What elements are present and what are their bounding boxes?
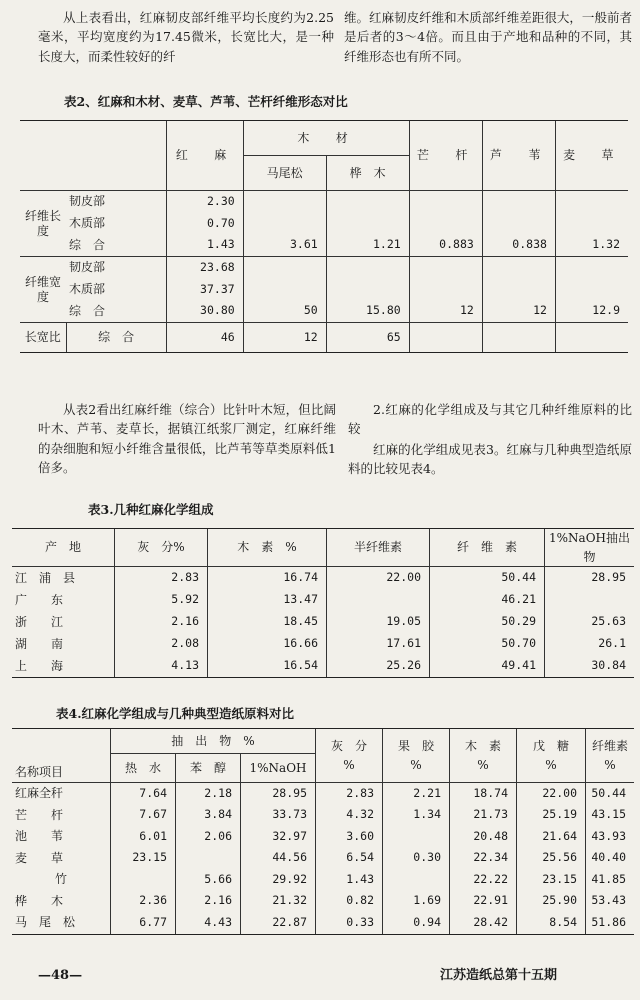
t4-cell: 6.54 <box>316 848 383 870</box>
t2-ratio-label: 长宽比 <box>20 323 66 353</box>
t4-cell: 51.86 <box>586 912 635 934</box>
t2-header-maicao: 麦 草 <box>555 121 628 191</box>
t4-cell: 1.43 <box>316 869 383 891</box>
t3-cell: 28.95 <box>545 567 635 590</box>
t3-cell: 25.26 <box>327 655 430 678</box>
t3-cell: 13.47 <box>208 589 327 611</box>
t4-cell: 29.92 <box>241 869 316 891</box>
t4-cell: 22.87 <box>241 912 316 934</box>
t4-cell: 50.44 <box>586 783 635 805</box>
t3-cell <box>545 589 635 611</box>
t4-cell: 21.64 <box>517 826 586 848</box>
t4-cell: 7.64 <box>111 783 176 805</box>
t2-length-hua: 1.21 <box>326 235 409 257</box>
t2-length-mu: 0.70 <box>166 213 243 235</box>
table2-caption: 表2、红麻和木材、麦草、芦苇、芒杆纤维形态对比 <box>64 94 348 109</box>
t3-cell: 上 海 <box>12 655 115 678</box>
t4-header-cellulose: 纤维素 % <box>586 729 635 783</box>
t2-length-luwei: 0.838 <box>482 235 555 257</box>
t2-ratio-zong: 46 <box>166 323 243 353</box>
t3-cell: 2.16 <box>115 611 208 633</box>
t2-width-zong: 30.80 <box>166 301 243 323</box>
table-row <box>12 826 634 848</box>
table2 <box>20 120 628 353</box>
t4-cell: 43.15 <box>586 805 635 827</box>
t2-header-maweisong: 马尾松 <box>243 156 326 191</box>
t4-cell: 马 尾 松 <box>12 912 111 934</box>
t4-cell: 2.16 <box>176 891 241 913</box>
t4-cell: 33.73 <box>241 805 316 827</box>
t4-cell: 2.18 <box>176 783 241 805</box>
t2-sub-mu-2: 木质部 <box>69 282 106 297</box>
t4-cell: 3.60 <box>316 826 383 848</box>
table-row <box>12 633 634 655</box>
t4-cell: 23.15 <box>517 869 586 891</box>
t4-cell: 0.82 <box>316 891 383 913</box>
t2-header-manggan: 芒 杆 <box>409 121 482 191</box>
t3-cell: 2.08 <box>115 633 208 655</box>
t3-cell: 22.00 <box>327 567 430 590</box>
t4-cell: 40.40 <box>586 848 635 870</box>
t3-cell: 16.54 <box>208 655 327 678</box>
t4-cell: 芒 杆 <box>15 807 64 822</box>
t2-sub-ren-2: 韧皮部 <box>66 257 166 279</box>
t2-header-mucai: 木 材 <box>243 121 409 156</box>
table-row <box>12 567 634 590</box>
t4-cell: 6.01 <box>111 826 176 848</box>
table-row <box>12 912 634 934</box>
t4-cell: 21.73 <box>450 805 517 827</box>
t4-cell: 2.21 <box>383 783 450 805</box>
table3-caption: 表3.几种红麻化学组成 <box>88 502 214 517</box>
t4-name-label: 名称项目 <box>12 754 111 783</box>
t3-header-2: 木 素 % <box>208 529 327 567</box>
t3-cell: 50.44 <box>430 567 545 590</box>
t4-cell: 0.33 <box>316 912 383 934</box>
t4-cell: 43.93 <box>586 826 635 848</box>
t4-cell: 25.90 <box>517 891 586 913</box>
t3-cell: 江 浦 县 <box>15 570 76 585</box>
t4-header-lignin: 木 素 % <box>450 729 517 783</box>
t4-cell: 3.84 <box>176 805 241 827</box>
t3-header-1: 灰 分% <box>115 529 208 567</box>
t4-cell: 红麻全秆 <box>15 786 64 801</box>
t3-cell: 19.05 <box>327 611 430 633</box>
para2-left-text: 从表2看出红麻纤维（综合）比针叶木短，但比阔叶木、芦苇、麦草长，据镇江纸浆厂测定，红麻纤维的杂细胞和短小纤维含量很低，比芦苇等草类原料低1倍多。 <box>38 402 336 476</box>
table-row <box>12 891 634 913</box>
t4-cell: 41.85 <box>586 869 635 891</box>
t4-cell: 22.91 <box>450 891 517 913</box>
t3-cell: 50.29 <box>430 611 545 633</box>
intro-right-text: 维。红麻韧皮纤维和木质部纤维差距很大，一般前者是后者的3～4倍。而且由于产地和品种的不同，其纤维形态也有所不同。 <box>344 10 632 64</box>
t4-cell: 5.66 <box>176 869 241 891</box>
t2-header-hua: 桦 木 <box>326 156 409 191</box>
t4-cell: 23.15 <box>111 848 176 870</box>
t3-cell: 16.66 <box>208 633 327 655</box>
t4-sub-header-0: 热 水 <box>111 754 176 783</box>
t4-cell: 28.42 <box>450 912 517 934</box>
t4-cell: 4.32 <box>316 805 383 827</box>
t3-cell: 5.92 <box>115 589 208 611</box>
t4-cell: 池 苇 <box>15 829 64 844</box>
t4-sub-header-2: 1%NaOH <box>241 754 316 783</box>
t4-cell: 桦 木 <box>15 893 64 908</box>
t4-extract-header: 抽 出 物 % <box>111 729 316 754</box>
t3-header-0: 产 地 <box>12 529 115 567</box>
table-row <box>12 589 634 611</box>
t2-width-maicao: 12.9 <box>555 301 628 323</box>
t3-cell: 17.61 <box>327 633 430 655</box>
t4-cell <box>383 869 450 891</box>
t4-cell: 18.74 <box>450 783 517 805</box>
t2-ratio-maweisong: 12 <box>243 323 326 353</box>
t3-cell: 18.45 <box>208 611 327 633</box>
t4-sub-header-1: 苯 醇 <box>176 754 241 783</box>
t3-cell: 广 东 <box>15 592 64 607</box>
t4-cell: 25.19 <box>517 805 586 827</box>
t2-length-ren: 2.30 <box>166 191 243 213</box>
journal-name: 江苏造纸总第十五期 <box>440 968 558 983</box>
t4-cell: 22.34 <box>450 848 517 870</box>
t2-length-maicao: 1.32 <box>555 235 628 257</box>
t2-ratio-hua: 65 <box>326 323 409 353</box>
table4 <box>12 728 634 935</box>
t4-header-pectin: 果 胶 % <box>383 729 450 783</box>
t4-cell: 8.54 <box>517 912 586 934</box>
t4-cell <box>111 869 176 891</box>
t3-header-5: 1%NaOH抽出物 <box>545 529 635 567</box>
t4-cell: 6.77 <box>111 912 176 934</box>
t4-cell: 22.00 <box>517 783 586 805</box>
t4-cell: 32.97 <box>241 826 316 848</box>
t4-cell: 4.43 <box>176 912 241 934</box>
table3 <box>12 528 634 678</box>
t4-cell <box>383 826 450 848</box>
t2-header-hongma: 红 麻 <box>166 121 243 191</box>
t3-cell: 16.74 <box>208 567 327 590</box>
t4-cell: 麦 草 <box>15 850 64 865</box>
t2-width-label: 纤维宽度 <box>20 257 66 323</box>
t4-cell: 22.22 <box>450 869 517 891</box>
t2-sub-mu: 木质部 <box>69 216 106 231</box>
table-row <box>12 655 634 678</box>
t4-cell <box>176 848 241 870</box>
t2-width-hua: 15.80 <box>326 301 409 323</box>
t4-cell: 2.36 <box>111 891 176 913</box>
t3-cell: 25.63 <box>545 611 635 633</box>
t4-cell: 44.56 <box>241 848 316 870</box>
t3-cell: 2.83 <box>115 567 208 590</box>
para2-right-body: 红麻的化学组成见表3。红麻与几种典型造纸原料的比较见表4。 <box>348 442 632 477</box>
t4-cell: 2.06 <box>176 826 241 848</box>
intro-left-text: 从上表看出，红麻韧皮部纤维平均长度约为2.25毫米，平均宽度约为17.45微米，长宽比大，是一种长度大，而柔性较好的纤 <box>38 10 334 64</box>
t2-width-ren: 23.68 <box>166 257 243 279</box>
table-row <box>12 783 634 805</box>
t3-cell: 26.1 <box>545 633 635 655</box>
t2-sub-zong-3: 综 合 <box>66 323 166 353</box>
table-row <box>12 805 634 827</box>
t4-header-ash: 灰 分 % <box>316 729 383 783</box>
t3-cell <box>327 589 430 611</box>
page-number: —48— <box>38 968 83 983</box>
t4-cell: 53.43 <box>586 891 635 913</box>
t3-header-3: 半纤维素 <box>327 529 430 567</box>
t3-cell: 50.70 <box>430 633 545 655</box>
t2-length-zong: 1.43 <box>166 235 243 257</box>
t4-cell: 28.95 <box>241 783 316 805</box>
t2-sub-zong-2: 综 合 <box>69 303 106 318</box>
table-row <box>12 869 634 891</box>
t2-width-luwei: 12 <box>482 301 555 323</box>
t4-cell: 25.56 <box>517 848 586 870</box>
t3-cell: 46.21 <box>430 589 545 611</box>
t4-cell: 2.83 <box>316 783 383 805</box>
t3-cell: 浙 江 <box>15 614 64 629</box>
t3-cell: 湖 南 <box>15 636 64 651</box>
t4-cell: 1.34 <box>383 805 450 827</box>
t2-header-luwei: 芦 苇 <box>482 121 555 191</box>
t2-width-mu: 37.37 <box>166 279 243 301</box>
t3-header-4: 纤 维 素 <box>430 529 545 567</box>
t4-header-pentosan: 戊 糖 % <box>517 729 586 783</box>
t4-cell: 竹 <box>54 872 67 887</box>
t4-cell: 0.94 <box>383 912 450 934</box>
t3-cell: 30.84 <box>545 655 635 678</box>
t3-cell: 4.13 <box>115 655 208 678</box>
t3-cell: 49.41 <box>430 655 545 678</box>
t2-sub-ren: 韧皮部 <box>66 191 166 213</box>
t2-length-maweisong: 3.61 <box>243 235 326 257</box>
t2-width-maweisong: 50 <box>243 301 326 323</box>
t2-length-label: 纤维长度 <box>20 191 66 257</box>
t4-cell: 20.48 <box>450 826 517 848</box>
para2-right-title: 2.红麻的化学组成及与其它几种纤维原料的比较 <box>348 402 632 437</box>
t4-cell: 1.69 <box>383 891 450 913</box>
t2-width-manggan: 12 <box>409 301 482 323</box>
table-row <box>12 611 634 633</box>
t2-length-manggan: 0.883 <box>409 235 482 257</box>
t4-cell: 7.67 <box>111 805 176 827</box>
t2-sub-zong: 综 合 <box>69 237 106 252</box>
t4-cell: 0.30 <box>383 848 450 870</box>
table4-caption: 表4.红麻化学组成与几种典型造纸原料对比 <box>56 706 295 721</box>
table-row <box>12 848 634 870</box>
t4-cell: 21.32 <box>241 891 316 913</box>
